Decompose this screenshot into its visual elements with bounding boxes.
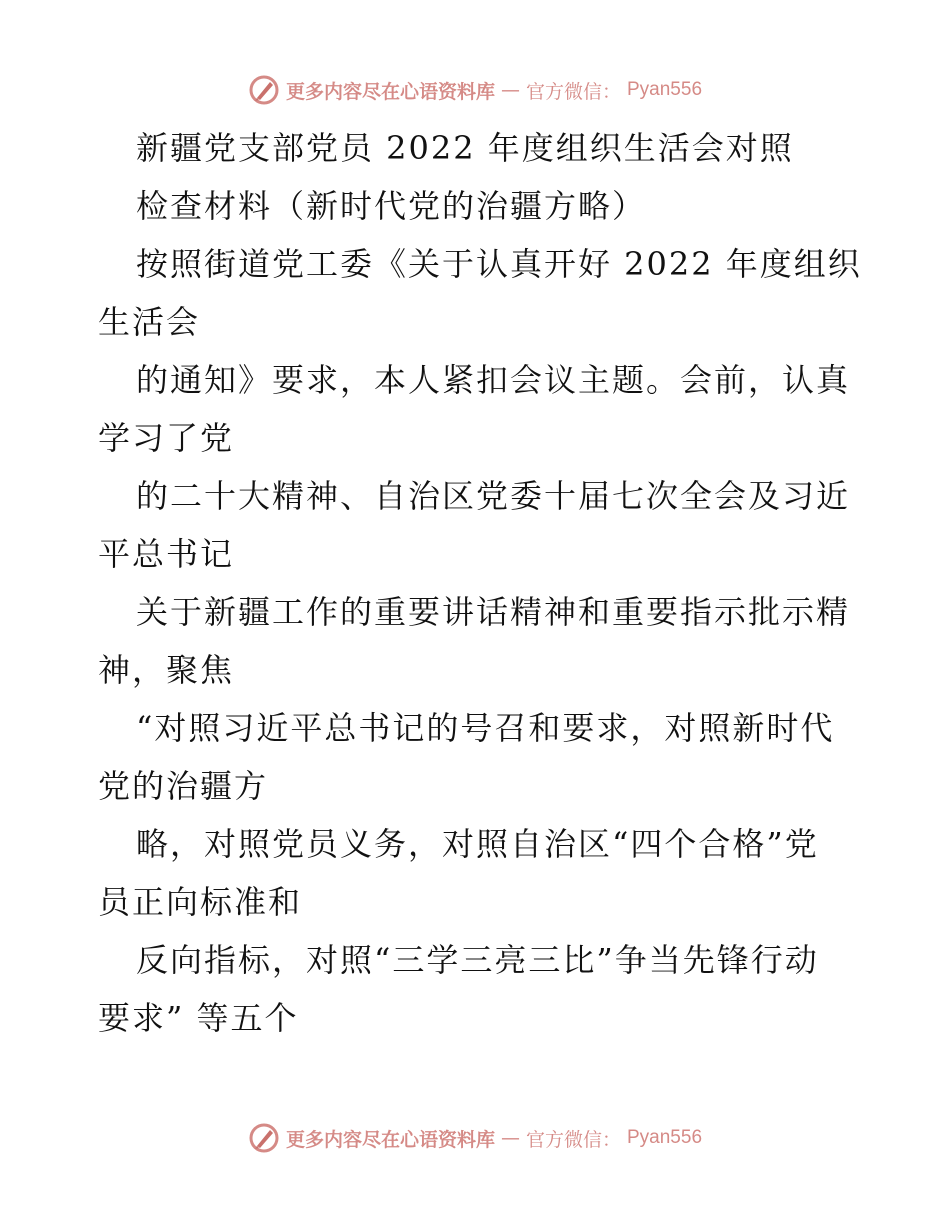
paragraph-line: 略，对照党员义务，对照自治区“四个合格”党 — [136, 825, 819, 863]
watermark-brand: 更多内容尽在心语资料库 — [285, 1128, 495, 1151]
watermark-footer — [0, 1118, 950, 1158]
quill-pen-circle-icon — [248, 1122, 280, 1154]
paragraph-line: 生活会 — [98, 303, 201, 341]
watermark-label: 官方微信： — [525, 80, 621, 103]
watermark-wechat-id: Pyan556 — [627, 1127, 703, 1148]
paragraph-line: “对照习近平总书记的号召和要求，对照新时代 — [136, 709, 835, 747]
paragraph-line: 反向指标，对照“三学三亮三比”争当先锋行动 — [136, 941, 819, 979]
watermark-header — [0, 70, 950, 110]
watermark-wechat-id: Pyan556 — [627, 79, 703, 100]
paragraph-line: 员正向标准和 — [98, 883, 303, 921]
watermark-brand: 更多内容尽在心语资料库 — [285, 80, 495, 103]
paragraph-line: 的通知》要求，本人紧扣会议主题。会前，认真 — [136, 361, 851, 399]
paragraph-line: 要求” 等五个 — [98, 999, 299, 1037]
watermark-dash: — — [500, 79, 520, 101]
document-title-line-2: 检查材料（新时代党的治疆方略） — [136, 187, 647, 225]
quill-pen-circle-icon — [248, 74, 280, 106]
paragraph-line: 平总书记 — [98, 535, 235, 573]
paragraph-line: 关于新疆工作的重要讲话精神和重要指示批示精 — [136, 593, 851, 631]
watermark-dash: — — [500, 1127, 520, 1149]
paragraph-line: 学习了党 — [98, 419, 235, 457]
paragraph-line: 党的治疆方 — [98, 767, 269, 805]
document-title-line-1: 新疆党支部党员 2022 年度组织生活会对照 — [136, 129, 794, 167]
watermark-label: 官方微信： — [525, 1128, 621, 1151]
paragraph-line: 按照街道党工委《关于认真开好 2022 年度组织 — [136, 245, 862, 283]
paragraph-line: 神，聚焦 — [98, 651, 235, 689]
paragraph-line: 的二十大精神、自治区党委十届七次全会及习近 — [136, 477, 851, 515]
